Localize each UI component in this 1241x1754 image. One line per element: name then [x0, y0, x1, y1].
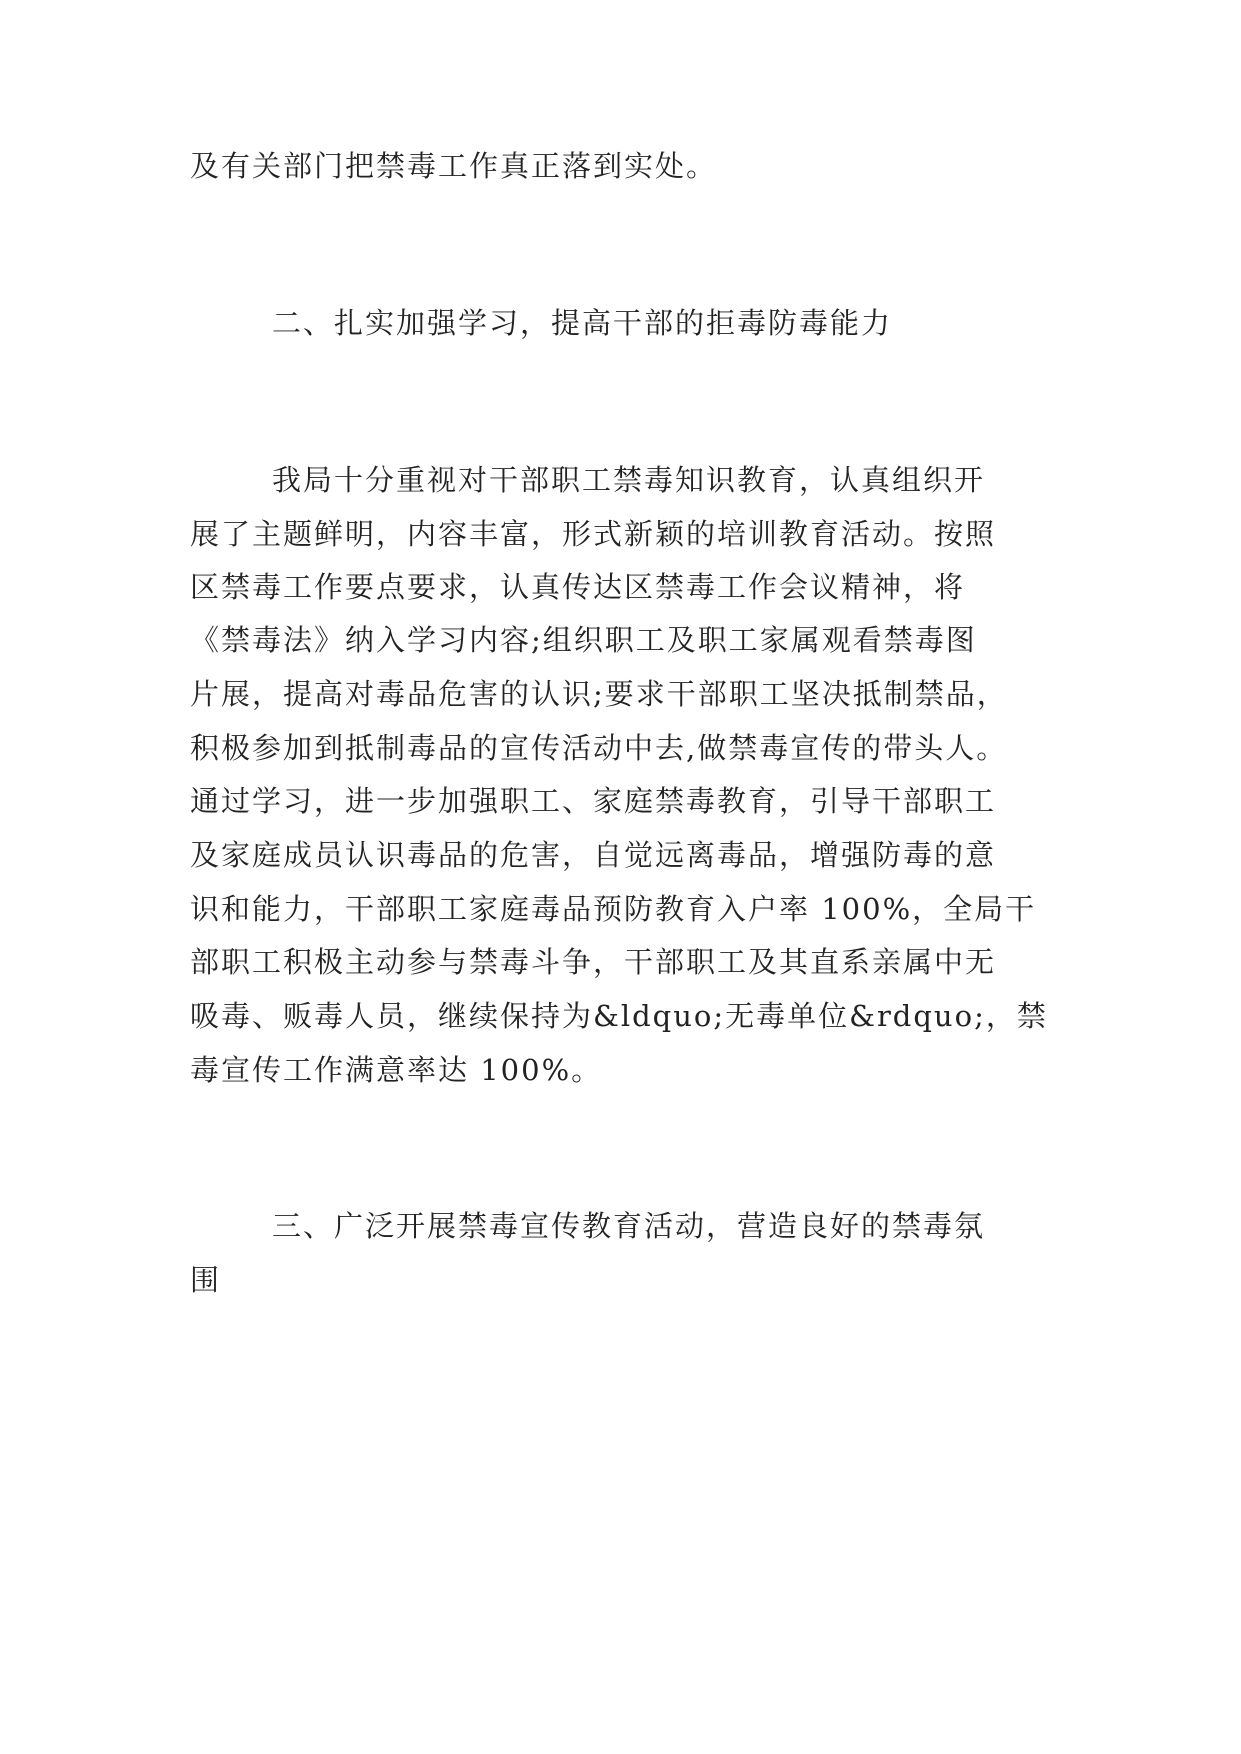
section-3-heading-continuation: 围 — [190, 1263, 222, 1297]
paragraph-line: 通过学习，进一步加强职工、家庭禁毒教育，引导干部职工 — [190, 784, 997, 818]
paragraph-line: 及家庭成员认识毒品的危害，自觉远离毒品，增强防毒的意 — [190, 838, 997, 872]
paragraph-line: 我局十分重视对干部职工禁毒知识教育，认真组织开 — [272, 463, 986, 497]
section-2-heading: 二、扎实加强学习，提高干部的拒毒防毒能力 — [272, 306, 893, 340]
paragraph-line: 部职工积极主动参与禁毒斗争，干部职工及其直系亲属中无 — [190, 945, 997, 979]
continuation-line: 及有关部门把禁毒工作真正落到实处。 — [190, 149, 718, 183]
paragraph-line: 《禁毒法》纳入学习内容;组织职工及职工家属观看禁毒图 — [190, 623, 977, 657]
paragraph-line: 识和能力，干部职工家庭毒品预防教育入户率 100%，全局干 — [190, 892, 1037, 926]
paragraph-line: 区禁毒工作要点要求，认真传达区禁毒工作会议精神，将 — [190, 570, 966, 604]
paragraph-line: 展了主题鲜明，内容丰富，形式新颖的培训教育活动。按照 — [190, 517, 997, 551]
paragraph-line: 积极参加到抵制毒品的宣传活动中去,做禁毒宣传的带头人。 — [190, 731, 1008, 765]
section-3-heading: 三、广泛开展禁毒宣传教育活动，营造良好的禁毒氛 — [272, 1209, 986, 1243]
paragraph-line: 片展，提高对毒品危害的认识;要求干部职工坚决抵制禁品， — [190, 677, 1008, 711]
paragraph-line: 毒宣传工作满意率达 100%。 — [190, 1053, 603, 1087]
paragraph-line: 吸毒、贩毒人员，继续保持为&ldquo;无毒单位&rdquo;，禁 — [190, 999, 1048, 1033]
